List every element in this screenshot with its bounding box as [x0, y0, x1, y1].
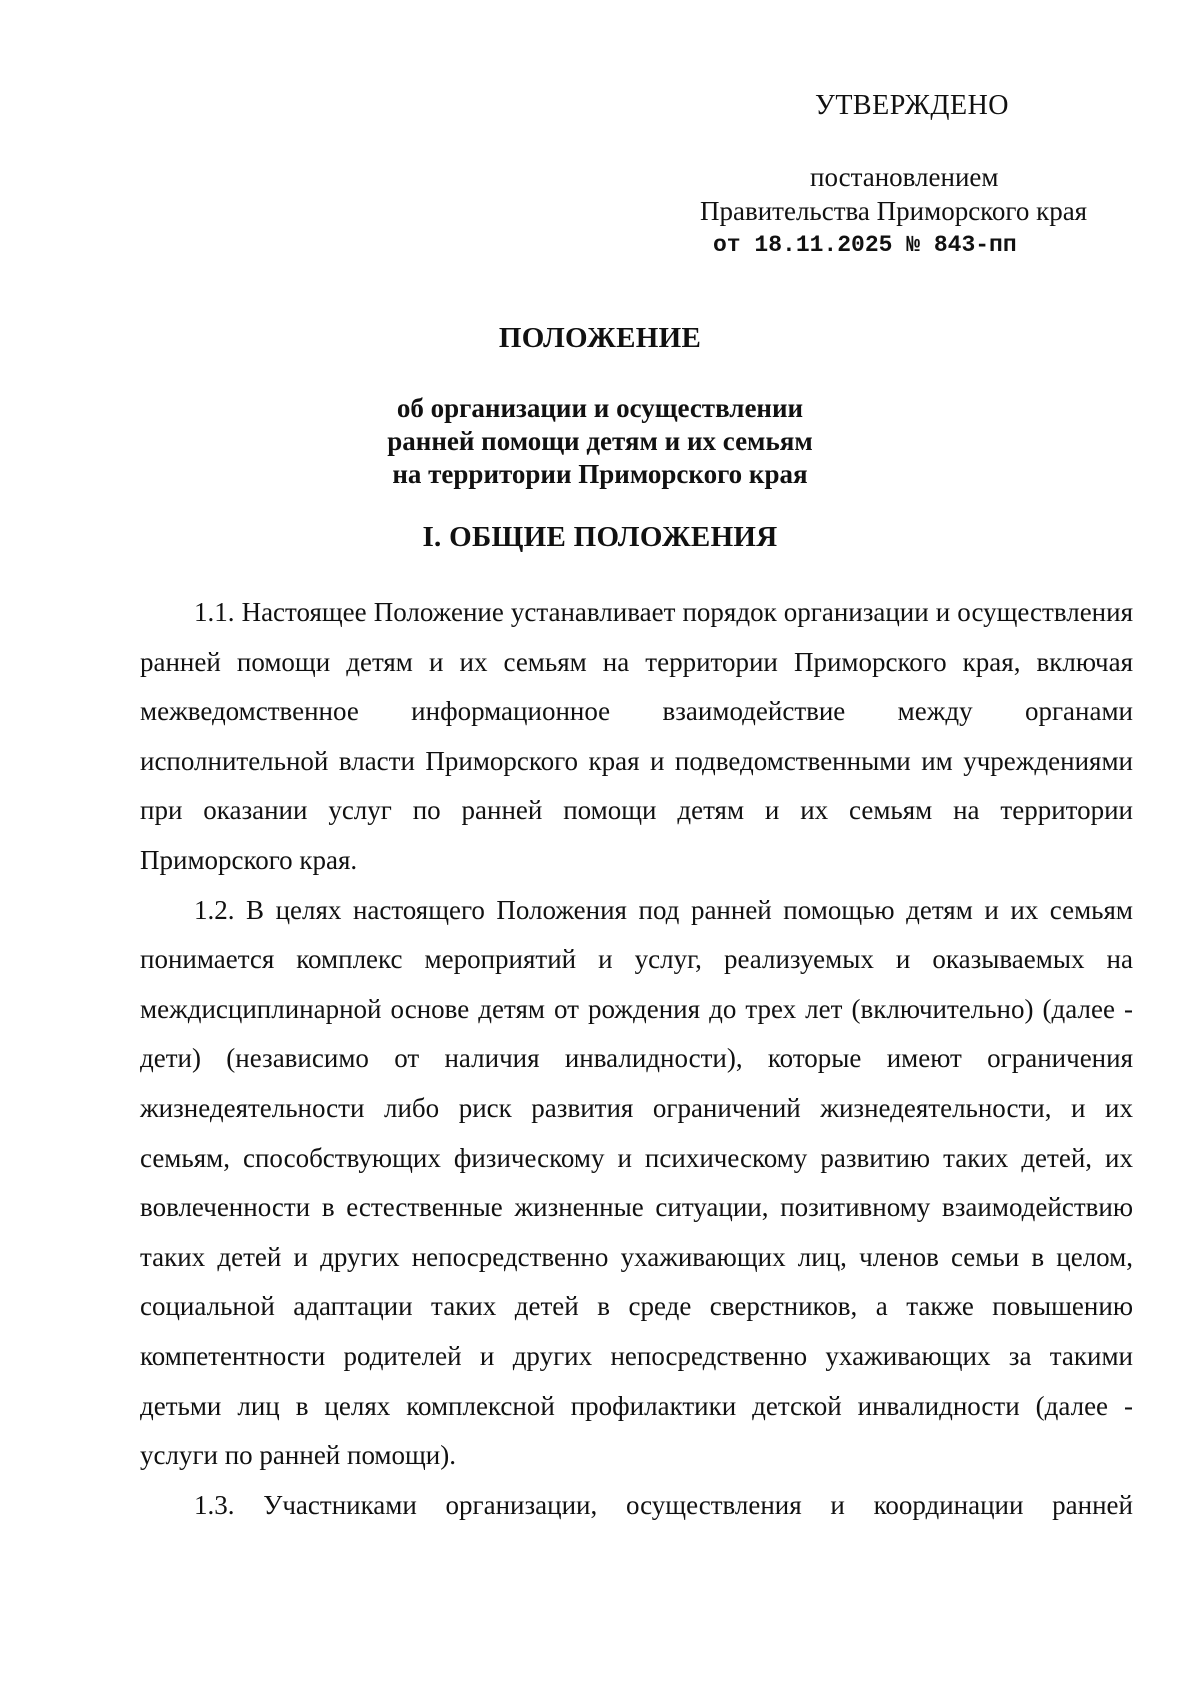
- document-title: ПОЛОЖЕНИЕ: [498, 322, 702, 354]
- document-body: [140, 588, 1133, 1530]
- decree-label: постановлением: [810, 162, 999, 192]
- subtitle-line: на территории Приморского края: [392, 459, 808, 489]
- paragraph-1-1: 1.1. Настоящее Положение устанавливает порядок организации и осуществления ранней помощи детям и их семьям на территории Приморского края, включая межведомственное информационное взаимодействие между органами исполнительной власти Приморского края и подведомственными им учреждениями при оказании услуг по ранней помощи детям и их семьям на территории Приморского края.: [140, 597, 1133, 875]
- paragraph-1-2: 1.2. В целях настоящего Положения под ранней помощью детям и их семьям понимается комплекс мероприятий и услуг, реализуемых и оказываемых на междисциплинарной основе детям от рождения до трех лет (включительно) (далее - дети) (независимо от наличия инвалидности), которые имеют ограничения жизнедеятельности либо риск развития ограничений жизнедеятельности, и их семьям, способствующих физическому и психическому развитию таких детей, их вовлеченности в естественные жизненные ситуации, позитивному взаимодействию таких детей и других непосредственно ухаживающих лиц, членов семьи в целом, социальной адаптации таких детей в среде сверстников, а также повышению компетентности родителей и других непосредственно ухаживающих за такими детьми лиц в целях комплексной профилактики детской инвалидности (далее - услуги по ранней помощи).: [140, 894, 1133, 1471]
- approved-label: УТВЕРЖДЕНО: [815, 90, 1010, 121]
- subtitle-line: ранней помощи детям и их семьям: [387, 426, 813, 456]
- paragraph-1-3: 1.3. Участниками организации, осуществления и координации ранней: [194, 1489, 1133, 1520]
- section-heading: I. ОБЩИЕ ПОЛОЖЕНИЯ: [422, 521, 778, 553]
- subtitle-line: об организации и осуществлении: [396, 393, 804, 423]
- document-subtitle: [0, 392, 1200, 491]
- decree-number: от 18.11.2025 № 843-пп: [713, 232, 1017, 258]
- government-label: Правительства Приморского края: [700, 196, 1088, 226]
